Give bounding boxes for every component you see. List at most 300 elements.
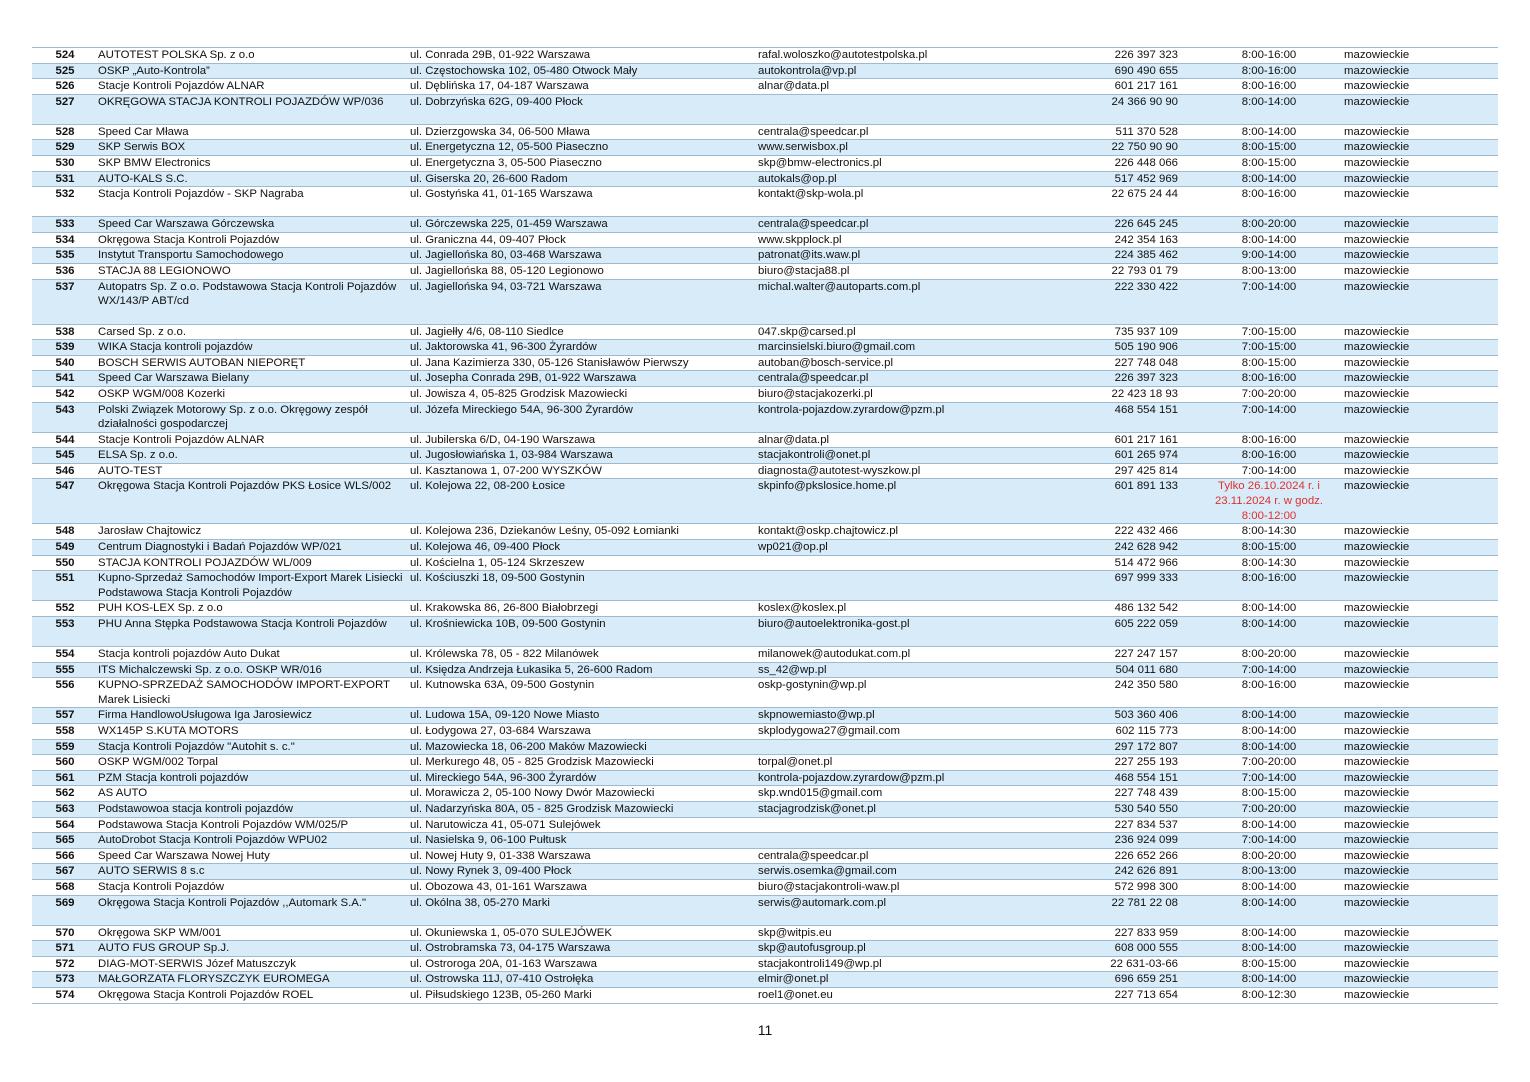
station-phone: 297 172 807	[1056, 739, 1208, 755]
station-phone: 222 432 466	[1056, 524, 1208, 540]
station-address: ul. Kościelna 1, 05-124 Skrzeszew	[408, 555, 756, 571]
station-name: Stacja Kontroli Pojazdów	[96, 879, 408, 895]
station-address: ul. Jagiellońska 88, 05-120 Legionowo	[408, 263, 756, 279]
table-row	[32, 324, 1498, 340]
row-number: 531	[32, 171, 96, 187]
station-address: ul. Kutnowska 63A, 09-500 Gostynin	[408, 678, 756, 708]
row-number: 556	[32, 678, 96, 708]
station-name: OSKP „Auto-Kontrola”	[96, 63, 408, 79]
opening-hours: 8:00-14:00	[1208, 972, 1328, 988]
station-phone: 242 350 580	[1056, 678, 1208, 708]
station-email[interactable]: rafal.woloszko@autotestpolska.pl	[756, 48, 1056, 64]
opening-hours: 8:00-16:00	[1208, 371, 1328, 387]
region-name: mazowieckie	[1328, 402, 1498, 432]
station-email	[756, 94, 1056, 124]
station-name: AUTO-KALS S.C.	[96, 171, 408, 187]
station-address: ul. Okólna 38, 05-270 Marki	[408, 895, 756, 925]
row-number: 565	[32, 833, 96, 849]
station-name: Stacje Kontroli Pojazdów ALNAR	[96, 432, 408, 448]
row-number: 545	[32, 448, 96, 464]
station-email[interactable]: biuro@autoelektronika-gost.pl	[756, 617, 1056, 647]
station-email[interactable]: michal.walter@autoparts.com.pl	[756, 279, 1056, 324]
row-number: 537	[32, 279, 96, 324]
region-name: mazowieckie	[1328, 555, 1498, 571]
station-name: Podstawowoa stacja kontroli pojazdów	[96, 801, 408, 817]
row-number: 549	[32, 540, 96, 556]
station-email[interactable]: 047.skp@carsed.pl	[756, 324, 1056, 340]
opening-hours: 8:00-14:00	[1208, 94, 1328, 124]
station-phone: 601 891 133	[1056, 479, 1208, 524]
station-address: ul. Jagiełły 4/6, 08-110 Siedlce	[408, 324, 756, 340]
station-name: PZM Stacja kontroli pojazdów	[96, 770, 408, 786]
station-phone: 486 132 542	[1056, 601, 1208, 617]
station-address: ul. Józefa Mireckiego 54A, 96-300 Żyrardów	[408, 402, 756, 432]
station-email[interactable]: alnar@data.pl	[756, 79, 1056, 95]
region-name: mazowieckie	[1328, 833, 1498, 849]
station-name: Polski Związek Motorowy Sp. z o.o. Okręgowy zespół działalności gospodarczej	[96, 402, 408, 432]
station-name: Okręgowa Stacja Kontroli Pojazdów ROEL	[96, 987, 408, 1003]
station-phone: 608 000 555	[1056, 941, 1208, 957]
station-name: KUPNO-SPRZEDAŻ SAMOCHODÓW IMPORT-EXPORT Marek Lisiecki	[96, 678, 408, 708]
station-email[interactable]: biuro@stacjakozerki.pl	[756, 386, 1056, 402]
station-email[interactable]: stacjagrodzisk@onet.pl	[756, 801, 1056, 817]
table-row	[32, 232, 1498, 248]
station-phone: 226 448 066	[1056, 155, 1208, 171]
opening-hours: 8:00-15:00	[1208, 140, 1328, 156]
station-phone: 227 255 193	[1056, 755, 1208, 771]
station-address: ul. Częstochowska 102, 05-480 Otwock Mały	[408, 63, 756, 79]
station-name: Speed Car Warszawa Nowej Huty	[96, 848, 408, 864]
opening-hours: 7:00-15:00	[1208, 324, 1328, 340]
region-name: mazowieckie	[1328, 248, 1498, 264]
station-phone: 468 554 151	[1056, 770, 1208, 786]
opening-hours: 8:00-14:00	[1208, 724, 1328, 740]
station-email[interactable]: elmir@onet.pl	[756, 972, 1056, 988]
station-address: ul. Nasielska 9, 06-100 Pułtusk	[408, 833, 756, 849]
station-name: MAŁGORZATA FLORYSZCZYK EUROMEGA	[96, 972, 408, 988]
row-number: 568	[32, 879, 96, 895]
station-name: Podstawowa Stacja Kontroli Pojazdów WM/025/P	[96, 817, 408, 833]
row-number: 570	[32, 925, 96, 941]
station-name: Okręgowa Stacja Kontroli Pojazdów PKS Łosice WLS/002	[96, 479, 408, 524]
station-email	[756, 817, 1056, 833]
station-address: ul. Krośniewicka 10B, 09-500 Gostynin	[408, 617, 756, 647]
station-address: ul. Jubilerska 6/D, 04-190 Warszawa	[408, 432, 756, 448]
station-email[interactable]: www.serwisbox.pl	[756, 140, 1056, 156]
table-row	[32, 662, 1498, 678]
row-number: 569	[32, 895, 96, 925]
row-number: 524	[32, 48, 96, 64]
station-email[interactable]: autokals@op.pl	[756, 171, 1056, 187]
row-number: 539	[32, 340, 96, 356]
table-row	[32, 524, 1498, 540]
opening-hours: 8:00-16:00	[1208, 63, 1328, 79]
table-row	[32, 124, 1498, 140]
opening-hours: 8:00-16:00	[1208, 187, 1328, 217]
station-phone: 22 423 18 93	[1056, 386, 1208, 402]
row-number: 532	[32, 187, 96, 217]
opening-hours: 7:00-14:00	[1208, 463, 1328, 479]
station-address: ul. Kościuszki 18, 09-500 Gostynin	[408, 571, 756, 601]
opening-hours: 8:00-14:00	[1208, 895, 1328, 925]
row-number: 546	[32, 463, 96, 479]
region-name: mazowieckie	[1328, 848, 1498, 864]
region-name: mazowieckie	[1328, 801, 1498, 817]
station-address: ul. Jaktorowska 41, 96-300 Żyrardów	[408, 340, 756, 356]
station-phone: 22 631-03-66	[1056, 956, 1208, 972]
station-email[interactable]: alnar@data.pl	[756, 432, 1056, 448]
opening-hours: 8:00-14:00	[1208, 171, 1328, 187]
table-row	[32, 571, 1498, 601]
opening-hours: 8:00-16:00	[1208, 79, 1328, 95]
station-email[interactable]: wp021@op.pl	[756, 540, 1056, 556]
station-address: ul. Gostyńska 41, 01-165 Warszawa	[408, 187, 756, 217]
station-phone: 227 748 048	[1056, 355, 1208, 371]
station-name: Stacja Kontroli Pojazdów "Autohit s. c."	[96, 739, 408, 755]
opening-hours: 8:00-14:00	[1208, 708, 1328, 724]
station-email[interactable]: koslex@koslex.pl	[756, 601, 1056, 617]
opening-hours: 8:00-14:00	[1208, 879, 1328, 895]
region-name: mazowieckie	[1328, 941, 1498, 957]
station-email[interactable]: centrala@speedcar.pl	[756, 217, 1056, 233]
opening-hours: Tylko 26.10.2024 r. i 23.11.2024 r. w godz. 8:00-12:00	[1208, 479, 1328, 524]
station-email[interactable]: biuro@stacja88.pl	[756, 263, 1056, 279]
station-email[interactable]: skplodygowa27@gmail.com	[756, 724, 1056, 740]
station-email[interactable]: ss_42@wp.pl	[756, 662, 1056, 678]
table-row	[32, 140, 1498, 156]
region-name: mazowieckie	[1328, 355, 1498, 371]
station-address: ul. Ostroroga 20A, 01-163 Warszawa	[408, 956, 756, 972]
region-name: mazowieckie	[1328, 617, 1498, 647]
table-row	[32, 833, 1498, 849]
opening-hours: 8:00-14:00	[1208, 925, 1328, 941]
station-name: Okręgowa SKP WM/001	[96, 925, 408, 941]
table-row	[32, 155, 1498, 171]
station-address: ul. Dęblińska 17, 04-187 Warszawa	[408, 79, 756, 95]
row-number: 536	[32, 263, 96, 279]
station-name: Centrum Diagnostyki i Badań Pojazdów WP/021	[96, 540, 408, 556]
station-name: PUH KOS-LEX Sp. z o.o	[96, 601, 408, 617]
station-email[interactable]: skpnowemiasto@wp.pl	[756, 708, 1056, 724]
station-name: AUTOTEST POLSKA Sp. z o.o	[96, 48, 408, 64]
station-email[interactable]: kontakt@oskp.chajtowicz.pl	[756, 524, 1056, 540]
station-name: DIAG-MOT-SERWIS Józef Matuszczyk	[96, 956, 408, 972]
row-number: 555	[32, 662, 96, 678]
station-email[interactable]: marcinsielski.biuro@gmail.com	[756, 340, 1056, 356]
row-number: 564	[32, 817, 96, 833]
station-name: BOSCH SERWIS AUTOBAN NIEPORĘT	[96, 355, 408, 371]
station-address: ul. Energetyczna 3, 05-500 Piaseczno	[408, 155, 756, 171]
table-row	[32, 739, 1498, 755]
region-name: mazowieckie	[1328, 94, 1498, 124]
station-address: ul. Jagiellońska 80, 03-468 Warszawa	[408, 248, 756, 264]
table-row	[32, 972, 1498, 988]
station-email	[756, 739, 1056, 755]
region-name: mazowieckie	[1328, 263, 1498, 279]
region-name: mazowieckie	[1328, 386, 1498, 402]
table-row	[32, 263, 1498, 279]
opening-hours: 8:00-12:30	[1208, 987, 1328, 1003]
table-row	[32, 555, 1498, 571]
opening-hours: 8:00-16:00	[1208, 432, 1328, 448]
station-name: Speed Car Warszawa Bielany	[96, 371, 408, 387]
station-email[interactable]: centrala@speedcar.pl	[756, 371, 1056, 387]
table-row	[32, 879, 1498, 895]
table-row	[32, 448, 1498, 464]
station-name: STACJA KONTROLI POJAZDÓW WL/009	[96, 555, 408, 571]
station-phone: 224 385 462	[1056, 248, 1208, 264]
row-number: 557	[32, 708, 96, 724]
table-row	[32, 171, 1498, 187]
table-row	[32, 217, 1498, 233]
table-row	[32, 848, 1498, 864]
region-name: mazowieckie	[1328, 463, 1498, 479]
station-name: PHU Anna Stępka Podstawowa Stacja Kontroli Pojazdów	[96, 617, 408, 647]
station-name: AUTO SERWIS 8 s.c	[96, 864, 408, 880]
station-email[interactable]: skp.wnd015@gmail.com	[756, 786, 1056, 802]
station-phone: 297 425 814	[1056, 463, 1208, 479]
station-email[interactable]: kontrola-pojazdow.zyrardow@pzm.pl	[756, 402, 1056, 432]
row-number: 572	[32, 956, 96, 972]
table-row	[32, 817, 1498, 833]
opening-hours: 8:00-13:00	[1208, 263, 1328, 279]
opening-hours: 8:00-16:00	[1208, 678, 1328, 708]
region-name: mazowieckie	[1328, 647, 1498, 663]
station-name: Speed Car Warszawa Górczewska	[96, 217, 408, 233]
row-number: 559	[32, 739, 96, 755]
row-number: 561	[32, 770, 96, 786]
opening-hours: 7:00-14:00	[1208, 662, 1328, 678]
opening-hours: 8:00-20:00	[1208, 217, 1328, 233]
opening-hours: 8:00-16:00	[1208, 448, 1328, 464]
table-row	[32, 187, 1498, 217]
region-name: mazowieckie	[1328, 864, 1498, 880]
table-row	[32, 956, 1498, 972]
region-name: mazowieckie	[1328, 956, 1498, 972]
station-email	[756, 555, 1056, 571]
row-number: 538	[32, 324, 96, 340]
table-row	[32, 601, 1498, 617]
station-phone: 517 452 969	[1056, 171, 1208, 187]
station-phone: 601 217 161	[1056, 432, 1208, 448]
region-name: mazowieckie	[1328, 739, 1498, 755]
row-number: 566	[32, 848, 96, 864]
station-phone: 572 998 300	[1056, 879, 1208, 895]
station-email[interactable]: centrala@speedcar.pl	[756, 848, 1056, 864]
table-row	[32, 402, 1498, 432]
row-number: 551	[32, 571, 96, 601]
station-phone: 236 924 099	[1056, 833, 1208, 849]
region-name: mazowieckie	[1328, 79, 1498, 95]
opening-hours: 8:00-14:30	[1208, 555, 1328, 571]
station-address: ul. Mireckiego 54A, 96-300 Żyrardów	[408, 770, 756, 786]
region-name: mazowieckie	[1328, 232, 1498, 248]
station-phone: 697 999 333	[1056, 571, 1208, 601]
table-row	[32, 279, 1498, 324]
station-name: STACJA 88 LEGIONOWO	[96, 263, 408, 279]
station-email[interactable]: skpinfo@pkslosice.home.pl	[756, 479, 1056, 524]
station-address: ul. Księdza Andrzeja Łukasika 5, 26-600 Radom	[408, 662, 756, 678]
station-email[interactable]: kontakt@skp-wola.pl	[756, 187, 1056, 217]
station-address: ul. Josepha Conrada 29B, 01-922 Warszawa	[408, 371, 756, 387]
station-address: ul. Mazowiecka 18, 06-200 Maków Mazowiecki	[408, 739, 756, 755]
table-row	[32, 864, 1498, 880]
region-name: mazowieckie	[1328, 279, 1498, 324]
station-email[interactable]: diagnosta@autotest-wyszkow.pl	[756, 463, 1056, 479]
station-phone: 227 247 157	[1056, 647, 1208, 663]
region-name: mazowieckie	[1328, 724, 1498, 740]
station-phone: 468 554 151	[1056, 402, 1208, 432]
station-phone: 601 265 974	[1056, 448, 1208, 464]
station-phone: 504 011 680	[1056, 662, 1208, 678]
row-number: 530	[32, 155, 96, 171]
table-row	[32, 248, 1498, 264]
station-name: Autopatrs Sp. Z o.o. Podstawowa Stacja Kontroli Pojazdów WX/143/P ABT/cd	[96, 279, 408, 324]
region-name: mazowieckie	[1328, 324, 1498, 340]
station-address: ul. Merkurego 48, 05 - 825 Grodzisk Mazowiecki	[408, 755, 756, 771]
station-email[interactable]: serwis@automark.com.pl	[756, 895, 1056, 925]
region-name: mazowieckie	[1328, 155, 1498, 171]
region-name: mazowieckie	[1328, 540, 1498, 556]
row-number: 560	[32, 755, 96, 771]
station-address: ul. Górczewska 225, 01-459 Warszawa	[408, 217, 756, 233]
station-email[interactable]: skp@autofusgroup.pl	[756, 941, 1056, 957]
opening-hours: 7:00-20:00	[1208, 386, 1328, 402]
opening-hours: 8:00-20:00	[1208, 848, 1328, 864]
row-number: 553	[32, 617, 96, 647]
region-name: mazowieckie	[1328, 63, 1498, 79]
station-email[interactable]: stacjakontroli149@wp.pl	[756, 956, 1056, 972]
row-number: 543	[32, 402, 96, 432]
station-phone: 605 222 059	[1056, 617, 1208, 647]
opening-hours: 7:00-20:00	[1208, 801, 1328, 817]
station-email[interactable]: autoban@bosch-service.pl	[756, 355, 1056, 371]
station-name: Jarosław Chajtowicz	[96, 524, 408, 540]
station-address: ul. Morawicza 2, 05-100 Nowy Dwór Mazowiecki	[408, 786, 756, 802]
station-email[interactable]: biuro@stacjakontroli-waw.pl	[756, 879, 1056, 895]
row-number: 571	[32, 941, 96, 957]
station-email[interactable]: roel1@onet.eu	[756, 987, 1056, 1003]
opening-hours: 8:00-15:00	[1208, 956, 1328, 972]
region-name: mazowieckie	[1328, 879, 1498, 895]
row-number: 544	[32, 432, 96, 448]
table-row	[32, 895, 1498, 925]
row-number: 563	[32, 801, 96, 817]
station-address: ul. Dobrzyńska 62G, 09-400 Płock	[408, 94, 756, 124]
station-phone: 696 659 251	[1056, 972, 1208, 988]
table-row	[32, 647, 1498, 663]
station-email[interactable]: centrala@speedcar.pl	[756, 124, 1056, 140]
station-address: ul. Jugosłowiańska 1, 03-984 Warszawa	[408, 448, 756, 464]
station-phone: 227 833 959	[1056, 925, 1208, 941]
station-phone: 24 366 90 90	[1056, 94, 1208, 124]
row-number: 552	[32, 601, 96, 617]
region-name: mazowieckie	[1328, 571, 1498, 601]
table-row	[32, 432, 1498, 448]
station-phone: 242 626 891	[1056, 864, 1208, 880]
opening-hours: 7:00-15:00	[1208, 340, 1328, 356]
station-address: ul. Łodygowa 27, 03-684 Warszawa	[408, 724, 756, 740]
region-name: mazowieckie	[1328, 925, 1498, 941]
station-phone: 601 217 161	[1056, 79, 1208, 95]
station-email[interactable]: serwis.osemka@gmail.com	[756, 864, 1056, 880]
opening-hours: 8:00-14:00	[1208, 601, 1328, 617]
opening-hours: 8:00-14:00	[1208, 739, 1328, 755]
station-email[interactable]: kontrola-pojazdow.zyrardow@pzm.pl	[756, 770, 1056, 786]
page-number: 11	[757, 1022, 773, 1038]
station-phone: 503 360 406	[1056, 708, 1208, 724]
station-name: Firma HandlowoUsługowa Iga Jarosiewicz	[96, 708, 408, 724]
station-address: ul. Jagiellońska 94, 03-721 Warszawa	[408, 279, 756, 324]
table-row	[32, 63, 1498, 79]
station-email[interactable]: autokontrola@vp.pl	[756, 63, 1056, 79]
station-email[interactable]: skp@bmw-electronics.pl	[756, 155, 1056, 171]
station-email[interactable]: stacjakontroli@onet.pl	[756, 448, 1056, 464]
region-name: mazowieckie	[1328, 755, 1498, 771]
station-phone: 514 472 966	[1056, 555, 1208, 571]
row-number: 528	[32, 124, 96, 140]
row-number: 574	[32, 987, 96, 1003]
station-phone: 505 190 906	[1056, 340, 1208, 356]
opening-hours: 8:00-15:00	[1208, 786, 1328, 802]
station-phone: 226 397 323	[1056, 48, 1208, 64]
table-row	[32, 755, 1498, 771]
region-name: mazowieckie	[1328, 524, 1498, 540]
station-phone: 602 115 773	[1056, 724, 1208, 740]
station-email[interactable]: skp@witpis.eu	[756, 925, 1056, 941]
opening-hours: 7:00-20:00	[1208, 755, 1328, 771]
opening-hours: 8:00-13:00	[1208, 864, 1328, 880]
station-email[interactable]: patronat@its.waw.pl	[756, 248, 1056, 264]
station-phone: 226 652 266	[1056, 848, 1208, 864]
row-number: 525	[32, 63, 96, 79]
station-phone: 242 354 163	[1056, 232, 1208, 248]
station-phone: 227 748 439	[1056, 786, 1208, 802]
region-name: mazowieckie	[1328, 479, 1498, 524]
station-name: AS AUTO	[96, 786, 408, 802]
station-email[interactable]: milanowek@autodukat.com.pl	[756, 647, 1056, 663]
region-name: mazowieckie	[1328, 708, 1498, 724]
row-number: 562	[32, 786, 96, 802]
station-name: SKP BMW Electronics	[96, 155, 408, 171]
table-row	[32, 540, 1498, 556]
region-name: mazowieckie	[1328, 770, 1498, 786]
station-email[interactable]: torpal@onet.pl	[756, 755, 1056, 771]
station-address: ul. Dzierzgowska 34, 06-500 Mława	[408, 124, 756, 140]
opening-hours: 8:00-16:00	[1208, 571, 1328, 601]
row-number: 533	[32, 217, 96, 233]
station-address: ul. Ostrowska 11J, 07-410 Ostrołęka	[408, 972, 756, 988]
opening-hours: 8:00-14:00	[1208, 232, 1328, 248]
station-name: Stacje Kontroli Pojazdów ALNAR	[96, 79, 408, 95]
row-number: 554	[32, 647, 96, 663]
station-address: ul. Obozowa 43, 01-161 Warszawa	[408, 879, 756, 895]
opening-hours: 7:00-14:00	[1208, 770, 1328, 786]
station-email	[756, 571, 1056, 601]
table-row	[32, 355, 1498, 371]
station-email	[756, 833, 1056, 849]
station-address: ul. Kolejowa 22, 08-200 Łosice	[408, 479, 756, 524]
table-row	[32, 340, 1498, 356]
station-name: OSKP WGM/002 Torpal	[96, 755, 408, 771]
station-address: ul. Piłsudskiego 123B, 05-260 Marki	[408, 987, 756, 1003]
region-name: mazowieckie	[1328, 972, 1498, 988]
opening-hours: 8:00-15:00	[1208, 155, 1328, 171]
row-number: 540	[32, 355, 96, 371]
station-name: SKP Serwis BOX	[96, 140, 408, 156]
station-email[interactable]: www.skpplock.pl	[756, 232, 1056, 248]
station-email[interactable]: oskp-gostynin@wp.pl	[756, 678, 1056, 708]
